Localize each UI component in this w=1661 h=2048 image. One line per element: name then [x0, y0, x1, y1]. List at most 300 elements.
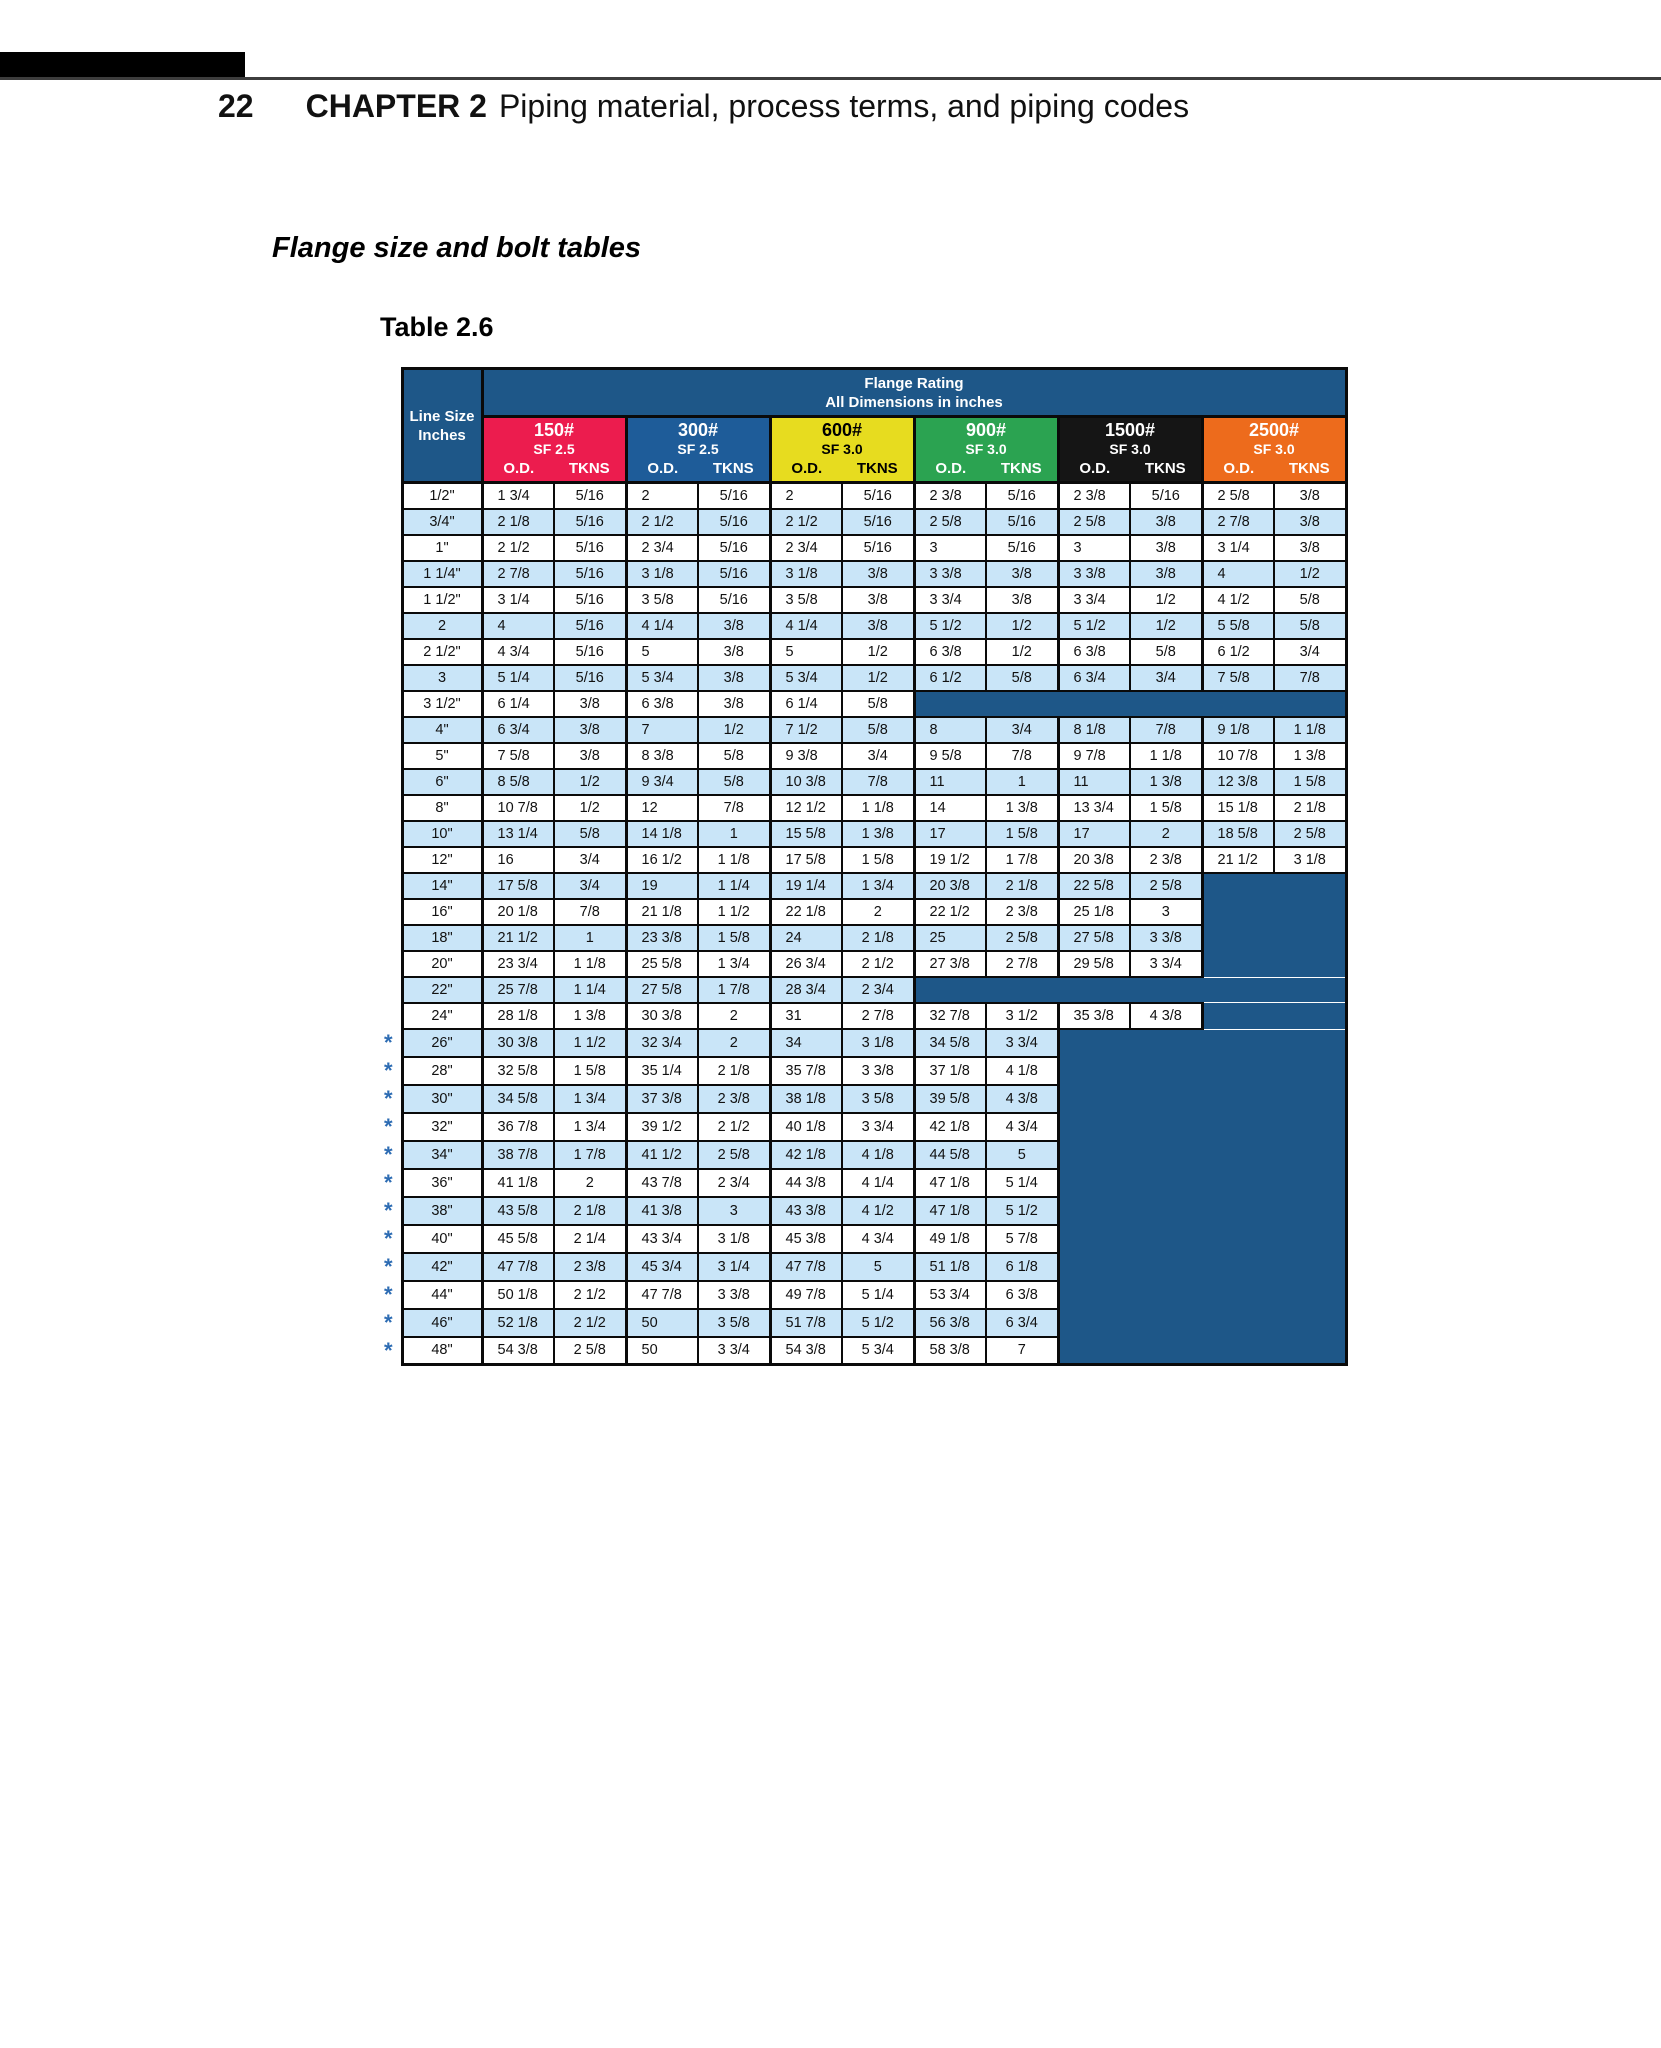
table-row [376, 483, 1346, 509]
tkns-value-cell: 1 [986, 769, 1058, 795]
line-size-cell: 2 [402, 613, 482, 639]
od-value-cell: 45 5/8 [482, 1225, 554, 1253]
tkns-value-cell: 1 7/8 [554, 1141, 626, 1169]
footnote-marker-empty [376, 613, 402, 639]
tkns-value-cell: 3/8 [554, 717, 626, 743]
line-size-cell: 24" [402, 1003, 482, 1029]
od-value-cell: 40 1/8 [770, 1113, 842, 1141]
od-value-cell: 17 [914, 821, 986, 847]
tkns-column-label: TKNS [1288, 460, 1330, 477]
footnote-marker: * [383, 1141, 393, 1167]
footnote-marker: * [383, 1281, 393, 1307]
no-data-filler [914, 977, 1346, 1003]
od-value-cell: 17 5/8 [770, 847, 842, 873]
od-value-cell: 21 1/8 [626, 899, 698, 925]
od-value-cell: 34 5/8 [482, 1085, 554, 1113]
section-heading: Flange size and bolt tables [272, 232, 642, 264]
table-row [376, 1225, 1346, 1253]
tkns-value-cell: 1/2 [842, 639, 914, 665]
line-size-cell: 44" [402, 1281, 482, 1309]
od-value-cell: 2 1/2 [770, 509, 842, 535]
od-value-cell: 56 3/8 [914, 1309, 986, 1337]
tkns-column-label: TKNS [1144, 460, 1186, 477]
line-size-cell: 34" [402, 1141, 482, 1169]
tkns-value-cell: 1 5/8 [554, 1057, 626, 1085]
tkns-value-cell: 5/16 [698, 535, 770, 561]
od-value-cell: 45 3/4 [626, 1253, 698, 1281]
od-value-cell: 11 [914, 769, 986, 795]
page-number: 22 [218, 88, 254, 124]
table-row [376, 561, 1346, 587]
table-header [376, 369, 1346, 483]
tkns-value-cell: 1 3/4 [698, 951, 770, 977]
od-value-cell: 50 [626, 1309, 698, 1337]
od-column-label: O.D. [1223, 460, 1255, 477]
line-size-cell: 30" [402, 1085, 482, 1113]
no-data-filler [1058, 1225, 1346, 1253]
od-value-cell: 3 1/4 [1202, 535, 1274, 561]
chapter-label: CHAPTER 2 [305, 88, 487, 124]
od-value-cell: 27 3/8 [914, 951, 986, 977]
od-value-cell: 2 3/8 [914, 483, 986, 509]
tkns-value-cell: 1 7/8 [698, 977, 770, 1003]
od-value-cell: 53 3/4 [914, 1281, 986, 1309]
tkns-value-cell: 7/8 [698, 795, 770, 821]
od-value-cell: 6 1/4 [770, 691, 842, 717]
tkns-value-cell: 5 [986, 1141, 1058, 1169]
tkns-value-cell: 2 7/8 [842, 1003, 914, 1029]
rating-group-1500 [1058, 417, 1202, 483]
tkns-value-cell: 2 3/8 [554, 1253, 626, 1281]
table-row [376, 769, 1346, 795]
no-data-filler [1058, 1085, 1346, 1113]
footnote-marker: * [383, 1337, 393, 1363]
tkns-value-cell: 3/8 [1130, 535, 1202, 561]
od-value-cell: 23 3/8 [626, 925, 698, 951]
footnote-marker: * [383, 1113, 393, 1139]
od-value-cell: 3 [1058, 535, 1130, 561]
tkns-value-cell: 2 3/8 [698, 1085, 770, 1113]
footnote-marker-empty [376, 769, 402, 795]
rating-group-900 [914, 417, 1058, 483]
tkns-value-cell: 1 3/8 [1274, 743, 1346, 769]
line-size-cell: 2 1/2" [402, 639, 482, 665]
tkns-value-cell: 7/8 [1130, 717, 1202, 743]
od-value-cell: 14 [914, 795, 986, 821]
tkns-column-label: TKNS [856, 460, 898, 477]
tkns-value-cell: 1/2 [1130, 587, 1202, 613]
rating-label: 1500# [1104, 420, 1156, 440]
tkns-value-cell: 5 1/4 [986, 1169, 1058, 1197]
od-value-cell: 16 1/2 [626, 847, 698, 873]
tkns-value-cell: 3/8 [842, 613, 914, 639]
od-value-cell: 27 5/8 [1058, 925, 1130, 951]
no-data-filler [1058, 1029, 1346, 1057]
line-size-cell: 32" [402, 1113, 482, 1141]
footnote-marker-column-head [376, 369, 402, 483]
tkns-column-label: TKNS [712, 460, 754, 477]
footnote-marker: * [383, 1309, 393, 1335]
no-data-filler [1058, 1197, 1346, 1225]
tkns-value-cell: 1 5/8 [1130, 795, 1202, 821]
od-value-cell: 47 7/8 [770, 1253, 842, 1281]
od-value-cell: 43 5/8 [482, 1197, 554, 1225]
od-value-cell: 2 1/2 [626, 509, 698, 535]
tkns-value-cell: 2 [698, 1003, 770, 1029]
tkns-value-cell: 2 5/8 [986, 925, 1058, 951]
od-column-label: O.D. [1079, 460, 1111, 477]
tkns-column-label: TKNS [1000, 460, 1042, 477]
footnote-marker-empty [376, 1003, 402, 1029]
tkns-value-cell: 3/8 [986, 587, 1058, 613]
od-value-cell: 43 3/4 [626, 1225, 698, 1253]
tkns-value-cell: 4 1/2 [842, 1197, 914, 1225]
od-value-cell: 13 1/4 [482, 821, 554, 847]
od-value-cell: 2 [770, 483, 842, 509]
table-row [376, 795, 1346, 821]
tkns-value-cell: 5/16 [842, 483, 914, 509]
od-value-cell: 22 1/2 [914, 899, 986, 925]
od-value-cell: 30 3/8 [482, 1029, 554, 1057]
footnote-marker-empty [376, 847, 402, 873]
od-value-cell: 25 5/8 [626, 951, 698, 977]
table-row [376, 717, 1346, 743]
od-value-cell: 5 5/8 [1202, 613, 1274, 639]
tkns-value-cell: 1 1/2 [554, 1029, 626, 1057]
od-value-cell: 41 3/8 [626, 1197, 698, 1225]
line-size-cell: 1/2" [402, 483, 482, 509]
tkns-value-cell: 1/2 [986, 613, 1058, 639]
od-value-cell: 3 1/4 [482, 587, 554, 613]
footnote-marker: * [383, 1225, 393, 1251]
od-value-cell: 3 1/8 [626, 561, 698, 587]
tkns-value-cell: 5/8 [698, 743, 770, 769]
tkns-value-cell: 5/16 [698, 561, 770, 587]
footnote-marker-empty [376, 509, 402, 535]
line-size-cell: 8" [402, 795, 482, 821]
tkns-value-cell: 4 3/8 [986, 1085, 1058, 1113]
od-value-cell: 2 3/4 [626, 535, 698, 561]
od-value-cell: 8 3/8 [626, 743, 698, 769]
table-row [376, 1057, 1346, 1085]
tkns-value-cell: 5/8 [1274, 613, 1346, 639]
top-black-bar [0, 52, 245, 78]
no-data-filler [1058, 1141, 1346, 1169]
od-value-cell: 39 1/2 [626, 1113, 698, 1141]
tkns-value-cell: 3/4 [986, 717, 1058, 743]
tkns-value-cell: 1/2 [1130, 613, 1202, 639]
od-value-cell: 15 5/8 [770, 821, 842, 847]
tkns-value-cell: 5/16 [554, 665, 626, 691]
tkns-value-cell: 5/16 [554, 561, 626, 587]
od-value-cell: 43 7/8 [626, 1169, 698, 1197]
table-caption: Table 2.6 [380, 312, 494, 342]
tkns-value-cell: 1 1/2 [698, 899, 770, 925]
tkns-value-cell: 1 5/8 [842, 847, 914, 873]
od-value-cell: 34 [770, 1029, 842, 1057]
tkns-value-cell: 3/8 [554, 743, 626, 769]
od-value-cell: 11 [1058, 769, 1130, 795]
tkns-value-cell: 1 3/4 [842, 873, 914, 899]
tkns-value-cell: 1/2 [842, 665, 914, 691]
od-value-cell: 9 3/8 [770, 743, 842, 769]
tkns-value-cell: 1/2 [986, 639, 1058, 665]
table-body [376, 483, 1346, 1365]
od-value-cell: 47 7/8 [626, 1281, 698, 1309]
line-size-cell: 36" [402, 1169, 482, 1197]
od-value-cell: 5 [770, 639, 842, 665]
footnote-marker: * [383, 1253, 393, 1279]
tkns-value-cell: 3/8 [1130, 509, 1202, 535]
tkns-value-cell: 3/8 [1274, 535, 1346, 561]
tkns-value-cell: 5/8 [698, 769, 770, 795]
rating-group-600 [770, 417, 914, 483]
od-value-cell: 32 7/8 [914, 1003, 986, 1029]
line-size-cell: 38" [402, 1197, 482, 1225]
tkns-value-cell: 3 1/8 [1274, 847, 1346, 873]
od-value-cell: 10 7/8 [1202, 743, 1274, 769]
od-value-cell: 30 3/8 [626, 1003, 698, 1029]
od-value-cell: 2 7/8 [1202, 509, 1274, 535]
od-value-cell: 3 1/8 [770, 561, 842, 587]
table-row [376, 1309, 1346, 1337]
od-value-cell: 50 [626, 1337, 698, 1365]
line-size-cell: 14" [402, 873, 482, 899]
rating-label: 300# [677, 420, 719, 440]
tkns-value-cell: 5/16 [554, 587, 626, 613]
sf-label: SF 2.5 [677, 441, 719, 457]
od-value-cell: 52 1/8 [482, 1309, 554, 1337]
od-value-cell: 19 1/2 [914, 847, 986, 873]
tkns-value-cell: 3/8 [1274, 483, 1346, 509]
footnote-marker-empty [376, 743, 402, 769]
tkns-value-cell: 5/16 [986, 483, 1058, 509]
tkns-value-cell: 2 1/4 [554, 1225, 626, 1253]
od-value-cell: 35 7/8 [770, 1057, 842, 1085]
od-tkns-labels [916, 460, 1057, 478]
od-value-cell: 29 5/8 [1058, 951, 1130, 977]
line-size-cell: 10" [402, 821, 482, 847]
no-data-filler [1058, 1169, 1346, 1197]
od-value-cell: 2 3/4 [770, 535, 842, 561]
line-size-cell: 1 1/2" [402, 587, 482, 613]
od-column-label: O.D. [935, 460, 967, 477]
od-value-cell: 3 [914, 535, 986, 561]
line-size-cell: 3/4" [402, 509, 482, 535]
tkns-value-cell: 5/16 [554, 535, 626, 561]
tkns-value-cell: 7 [986, 1337, 1058, 1365]
od-value-cell: 7 1/2 [770, 717, 842, 743]
rating-group-150 [482, 417, 626, 483]
rating-group-2500 [1202, 417, 1346, 483]
od-value-cell: 4 1/4 [626, 613, 698, 639]
flange-rating-title: Flange Rating [864, 374, 964, 392]
tkns-value-cell: 4 1/8 [842, 1141, 914, 1169]
tkns-value-cell: 5 7/8 [986, 1225, 1058, 1253]
od-value-cell: 35 3/8 [1058, 1003, 1130, 1029]
table-row [376, 1281, 1346, 1309]
od-value-cell: 47 1/8 [914, 1169, 986, 1197]
od-value-cell: 49 7/8 [770, 1281, 842, 1309]
tkns-value-cell: 2 [1130, 821, 1202, 847]
od-value-cell: 6 3/8 [914, 639, 986, 665]
tkns-value-cell: 2 [554, 1169, 626, 1197]
line-size-cell: 48" [402, 1337, 482, 1365]
tkns-value-cell: 1/2 [1274, 561, 1346, 587]
od-value-cell: 16 [482, 847, 554, 873]
line-size-cell: 1 1/4" [402, 561, 482, 587]
od-value-cell: 42 1/8 [770, 1141, 842, 1169]
line-size-cell: 4" [402, 717, 482, 743]
od-tkns-labels [1204, 460, 1345, 478]
line-size-cell: 1" [402, 535, 482, 561]
tkns-value-cell: 1 3/4 [554, 1085, 626, 1113]
tkns-value-cell: 4 1/8 [986, 1057, 1058, 1085]
tkns-value-cell: 5/16 [986, 509, 1058, 535]
tkns-value-cell: 7/8 [554, 899, 626, 925]
od-value-cell: 6 3/4 [1058, 665, 1130, 691]
tkns-value-cell: 7/8 [1274, 665, 1346, 691]
od-value-cell: 20 1/8 [482, 899, 554, 925]
no-data-filler [1058, 1337, 1346, 1365]
od-value-cell: 17 5/8 [482, 873, 554, 899]
od-tkns-labels [484, 460, 625, 478]
line-size-cell: 18" [402, 925, 482, 951]
table-row [376, 1169, 1346, 1197]
tkns-value-cell: 1 1/4 [554, 977, 626, 1003]
tkns-value-cell: 2 5/8 [698, 1141, 770, 1169]
table-row [376, 613, 1346, 639]
tkns-value-cell: 3 1/2 [986, 1003, 1058, 1029]
od-value-cell: 5 3/4 [770, 665, 842, 691]
tkns-value-cell: 2 1/8 [1274, 795, 1346, 821]
tkns-value-cell: 4 3/4 [986, 1113, 1058, 1141]
od-value-cell: 41 1/8 [482, 1169, 554, 1197]
no-data-filler [1202, 951, 1346, 977]
running-head [218, 88, 1189, 125]
tkns-value-cell: 1/2 [698, 717, 770, 743]
od-value-cell: 54 3/8 [482, 1337, 554, 1365]
od-value-cell: 5 1/4 [482, 665, 554, 691]
table-row [376, 1003, 1346, 1029]
od-value-cell: 24 [770, 925, 842, 951]
od-value-cell: 51 7/8 [770, 1309, 842, 1337]
tkns-value-cell: 2 1/8 [698, 1057, 770, 1085]
table-row [376, 1337, 1346, 1365]
od-value-cell: 49 1/8 [914, 1225, 986, 1253]
no-data-filler [1202, 899, 1346, 925]
tkns-value-cell: 1 1/8 [842, 795, 914, 821]
no-data-filler [1202, 873, 1346, 899]
od-value-cell: 8 5/8 [482, 769, 554, 795]
table-row [376, 665, 1346, 691]
od-value-cell: 10 3/8 [770, 769, 842, 795]
tkns-value-cell: 2 1/2 [554, 1281, 626, 1309]
od-value-cell: 37 1/8 [914, 1057, 986, 1085]
table-row [376, 743, 1346, 769]
tkns-value-cell: 5 3/4 [842, 1337, 914, 1365]
tkns-value-cell: 5/8 [1274, 587, 1346, 613]
tkns-value-cell: 2 1/8 [986, 873, 1058, 899]
od-value-cell: 39 5/8 [914, 1085, 986, 1113]
tkns-value-cell: 1 [698, 821, 770, 847]
tkns-value-cell: 3 [1130, 899, 1202, 925]
od-value-cell: 3 3/8 [914, 561, 986, 587]
tkns-value-cell: 2 [842, 899, 914, 925]
sf-label: SF 3.0 [821, 441, 863, 457]
tkns-value-cell: 2 3/4 [698, 1169, 770, 1197]
tkns-value-cell: 3/4 [842, 743, 914, 769]
tkns-value-cell: 2 7/8 [986, 951, 1058, 977]
footnote-marker-empty [376, 483, 402, 509]
table-row [376, 1113, 1346, 1141]
od-value-cell: 6 1/4 [482, 691, 554, 717]
tkns-value-cell: 5 [842, 1253, 914, 1281]
od-value-cell: 50 1/8 [482, 1281, 554, 1309]
tkns-value-cell: 3 5/8 [842, 1085, 914, 1113]
od-tkns-labels [1060, 460, 1201, 478]
tkns-value-cell: 5/8 [842, 717, 914, 743]
footnote-marker-empty [376, 977, 402, 1003]
tkns-value-cell: 1 1/8 [698, 847, 770, 873]
tkns-value-cell: 3 3/4 [986, 1029, 1058, 1057]
od-value-cell: 54 3/8 [770, 1337, 842, 1365]
tkns-value-cell: 3 1/8 [842, 1029, 914, 1057]
rating-label: 600# [821, 420, 863, 440]
od-value-cell: 44 3/8 [770, 1169, 842, 1197]
od-value-cell: 13 3/4 [1058, 795, 1130, 821]
tkns-value-cell: 2 3/8 [986, 899, 1058, 925]
od-value-cell: 15 1/8 [1202, 795, 1274, 821]
od-value-cell: 7 [626, 717, 698, 743]
no-data-filler [1058, 1281, 1346, 1309]
no-data-filler [1058, 1309, 1346, 1337]
tkns-value-cell: 1 7/8 [986, 847, 1058, 873]
table-row [376, 899, 1346, 925]
od-value-cell: 14 1/8 [626, 821, 698, 847]
table-row [376, 509, 1346, 535]
rating-label: 900# [965, 420, 1007, 440]
tkns-value-cell: 5 1/2 [842, 1309, 914, 1337]
table-row [376, 1197, 1346, 1225]
od-value-cell: 3 3/4 [1058, 587, 1130, 613]
footnote-marker: * [383, 1197, 393, 1223]
od-value-cell: 4 1/2 [1202, 587, 1274, 613]
line-size-cell: 16" [402, 899, 482, 925]
line-size-cell: 26" [402, 1029, 482, 1057]
od-value-cell: 3 3/4 [914, 587, 986, 613]
od-value-cell: 22 5/8 [1058, 873, 1130, 899]
footnote-marker-empty [376, 691, 402, 717]
od-value-cell: 9 7/8 [1058, 743, 1130, 769]
od-value-cell: 34 5/8 [914, 1029, 986, 1057]
no-data-filler [1058, 1113, 1346, 1141]
tkns-value-cell: 1 3/4 [554, 1113, 626, 1141]
tkns-value-cell: 1 3/8 [842, 821, 914, 847]
od-value-cell: 23 3/4 [482, 951, 554, 977]
sf-label: SF 3.0 [1253, 441, 1295, 457]
tkns-value-cell: 3 3/8 [1130, 925, 1202, 951]
od-value-cell: 22 1/8 [770, 899, 842, 925]
tkns-column-label: TKNS [568, 460, 610, 477]
tkns-value-cell: 5/16 [842, 535, 914, 561]
tkns-value-cell: 5/8 [1130, 639, 1202, 665]
tkns-value-cell: 5/16 [842, 509, 914, 535]
tkns-value-cell: 5 1/2 [986, 1197, 1058, 1225]
tkns-value-cell: 5/16 [698, 509, 770, 535]
tkns-value-cell: 2 1/8 [842, 925, 914, 951]
table-row [376, 847, 1346, 873]
